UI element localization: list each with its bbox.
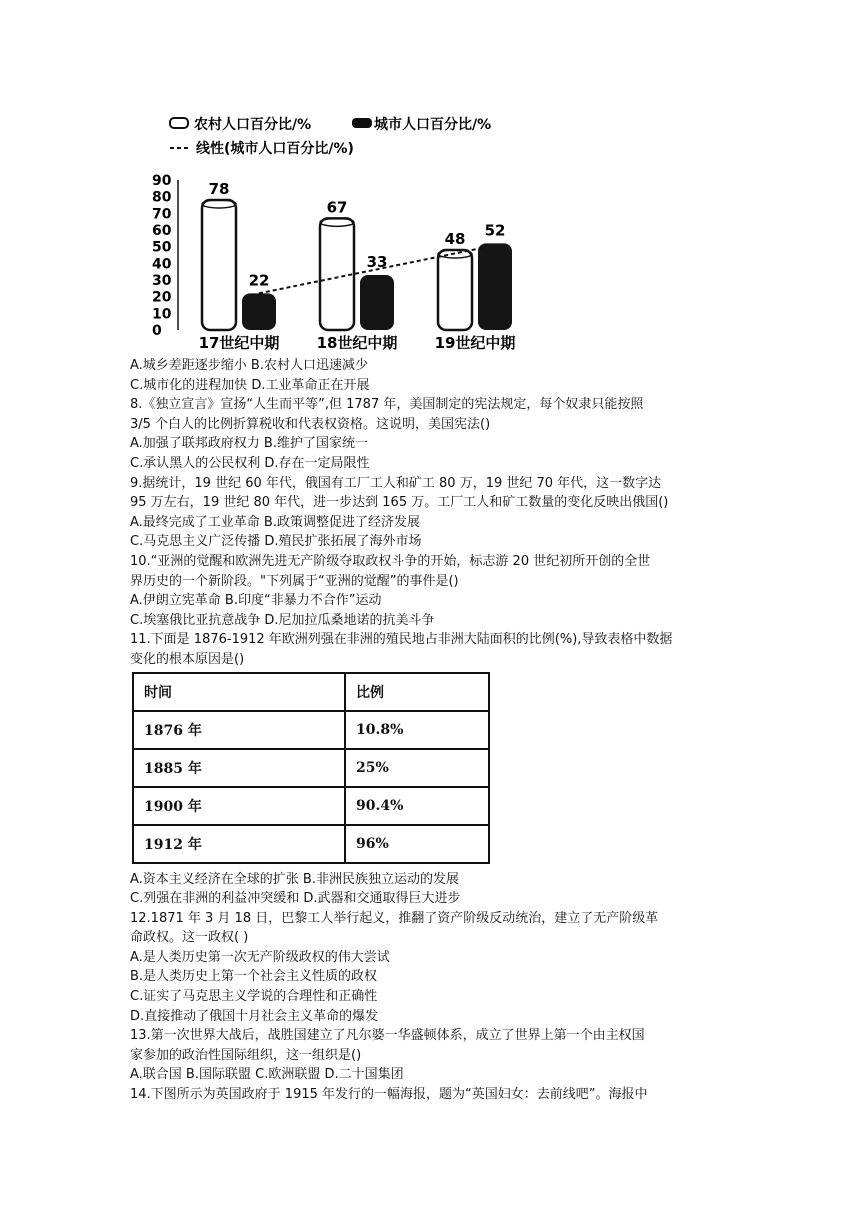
x-category-label: 17世纪中期: [198, 334, 280, 352]
y-tick-label: 20: [152, 289, 172, 306]
text-line: A.最终完成了工业革命 B.政策调整促进了经济发展: [130, 514, 420, 530]
y-tick-label: 60: [152, 223, 172, 239]
table-cell-ratio: 96%: [345, 825, 489, 863]
y-tick-label: 30: [152, 273, 172, 289]
text-line: 12.1871 年 3 月 18 日，巴黎工人举行起义，推翻了资产阶级反动统治，建立了无产阶级革: [130, 910, 659, 926]
text-line: 家参加的政治性国际组织，这一组织是(): [130, 1047, 362, 1063]
table-header-row: [133, 673, 489, 711]
text-line: C.证实了马克思主义学说的合理性和正确性: [130, 989, 378, 1005]
table-cell-year: 1885 年: [133, 749, 345, 787]
urban-bar: [242, 293, 276, 330]
table-row: [133, 749, 489, 787]
question-text: [130, 356, 730, 1105]
y-tick-label: 10: [152, 306, 172, 323]
legend-urban-label: 城市人口百分比/%: [374, 117, 492, 133]
text-line: C.埃塞俄比亚抗意战争 D.尼加拉瓜桑地诺的抗美斗争: [130, 612, 435, 628]
text-line: A.联合国 B.国际联盟 C.欧洲联盟 D.二十国集团: [130, 1067, 404, 1083]
legend-rural-swatch: [170, 118, 188, 128]
text-line: 8.《独立宣言》宣扬“人生而平等”,但 1787 年，美国制定的宪法规定，每个奴隶只能按照: [130, 397, 644, 413]
legend-rural-label: 农村人口百分比/%: [194, 117, 312, 133]
text-line: 11.下面是 1876-1912 年欧洲列强在非洲的殖民地占非洲大陆面积的比例(%),导致表格中数据: [130, 632, 673, 648]
text-line: 95 万左右，19 世纪 80 年代，进一步达到 165 万。工厂工人和矿工数量的变化反映出俄国(): [130, 495, 669, 511]
text-line: 3/5 个白人的比例折算税收和代表权资格。这说明，美国宪法(): [130, 416, 491, 432]
rural-bar: [202, 200, 236, 330]
text-line: C.马克思主义广泛传播 D.殖民扩张拓展了海外市场: [130, 534, 422, 550]
y-tick-label: 40: [152, 256, 172, 273]
x-category-label: 19世纪中期: [434, 334, 516, 352]
y-tick-label: 0: [152, 323, 162, 339]
table-cell-ratio: 10.8%: [345, 711, 489, 749]
text-line: A.资本主义经济在全球的扩张 B.非洲民族独立运动的发展: [130, 871, 459, 887]
text-line: 界历史的一个新阶段。"下列属于“亚洲的觉醒”的事件是(): [130, 573, 459, 589]
text-line: C.城市化的进程加快 D.工业革命正在开展: [130, 377, 370, 393]
urban-data-label: 22: [248, 271, 270, 290]
rural-data-label: 67: [326, 198, 348, 217]
y-tick-label: 90: [152, 173, 172, 189]
legend-trend-label: 线性(城市人口百分比/%): [196, 141, 354, 157]
text-line: A.伊朗立宪革命 B.印度“非暴力不合作”运动: [130, 593, 382, 609]
text-line: A.是人类历史第一次无产阶级政权的伟大尝试: [130, 949, 390, 965]
y-tick-label: 50: [152, 239, 172, 256]
text-line: C.列强在非洲的利益冲突缓和 D.武器和交通取得巨大进步: [130, 891, 461, 907]
table-cell-year: 1876 年: [133, 711, 345, 749]
y-tick-label: 70: [152, 206, 172, 223]
text-line: D.直接推动了俄国十月社会主义革命的爆发: [130, 1008, 379, 1024]
x-category-label: 18世纪中期: [316, 334, 398, 352]
urban-bar: [478, 243, 512, 330]
table-cell-year: 1900 年: [133, 787, 345, 825]
urban-data-label: 52: [484, 221, 506, 240]
population-chart: [150, 108, 530, 358]
rural-data-label: 78: [208, 180, 230, 198]
colony-ratio-table: [132, 672, 490, 864]
text-line: B.是人类历史上第一个社会主义性质的政权: [130, 969, 378, 985]
urban-bar: [360, 275, 394, 330]
text-line: C.承认黑人的公民权利 D.存在一定局限性: [130, 455, 370, 471]
rural-bar: [438, 250, 472, 330]
table-header-ratio: 比例: [345, 673, 489, 711]
table-row: [133, 787, 489, 825]
table-header-time: 时间: [133, 673, 345, 711]
text-line: 14.下图所示为英国政府于 1915 年发行的一幅海报，题为“英国妇女：去前线吧”。海报中: [130, 1087, 648, 1103]
text-line: 13.第一次世界大战后，战胜国建立了凡尔婆一华盛顿体系，成立了世界上第一个由主权国: [130, 1028, 645, 1044]
table-cell-year: 1912 年: [133, 825, 345, 863]
chart-svg: [150, 108, 530, 358]
legend-urban-swatch: [352, 118, 372, 128]
rural-data-label: 48: [444, 230, 466, 248]
text-line: 变化的根本原因是(): [130, 651, 245, 667]
chart-plot-area: [152, 173, 515, 352]
y-tick-label: 80: [152, 189, 172, 206]
text-line: A.加强了联邦政府权力 B.维护了国家统一: [130, 436, 368, 452]
table-cell-ratio: 90.4%: [345, 787, 489, 825]
text-line: 9.据统计，19 世纪 60 年代，俄国有工厂工人和矿工 80 万，19 世纪 70 年代，这一数字达: [130, 475, 662, 491]
table-row: [133, 825, 489, 863]
table-cell-ratio: 25%: [345, 749, 489, 787]
table-row: [133, 711, 489, 749]
text-line: 10.“亚洲的觉醒和欧洲先进无产阶级夺取政权斗争的开始，标志游 20 世纪初所开创的全世: [130, 553, 651, 569]
text-line: 命政权。这一政权( ): [130, 930, 249, 946]
text-line: A.城乡差距逐步缩小 B.农村人口迅速减少: [130, 358, 368, 373]
urban-data-label: 33: [366, 253, 388, 271]
chart-legend: [170, 116, 491, 157]
